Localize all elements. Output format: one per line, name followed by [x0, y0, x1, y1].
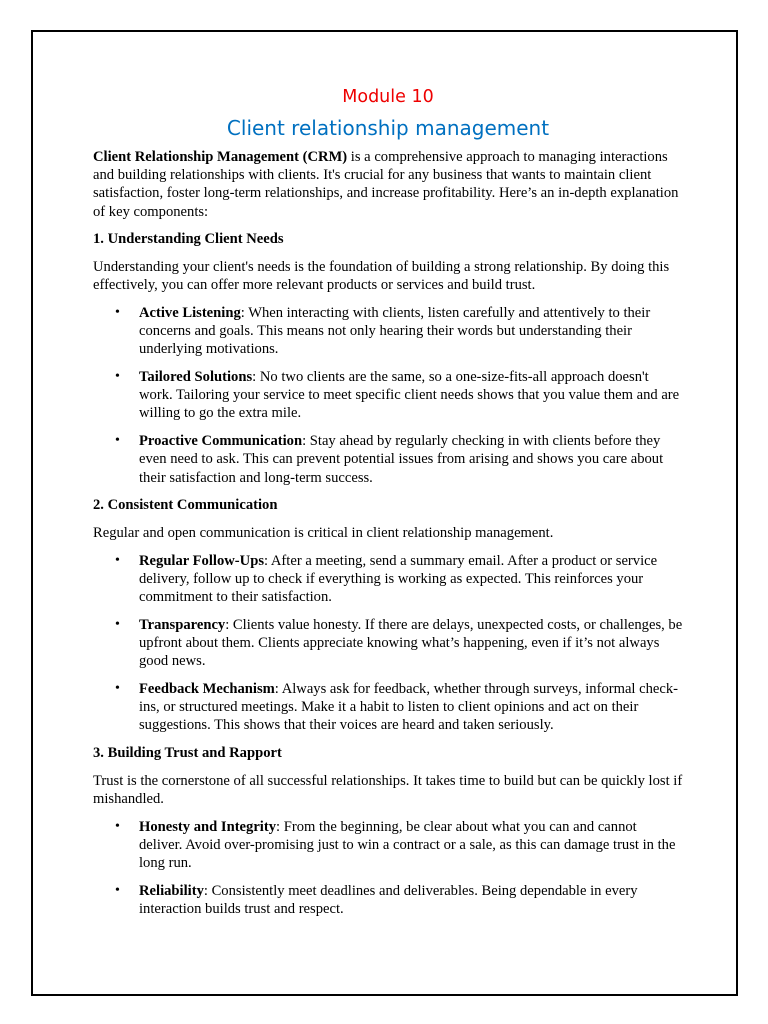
list-item [93, 680, 683, 735]
bullet-text: : Stay ahead by regularly checking in with clients before they even need to ask. This can prevent potential issues from arising and shows you care about their satisfaction and long-term success. [139, 433, 664, 486]
bullet-term: Proactive Communication [139, 433, 303, 450]
bullet-icon: • [115, 882, 120, 898]
section-paragraph-2: Regular and open communication is critical in client relationship management. [93, 524, 554, 541]
list-item [93, 616, 683, 671]
bullet-icon: • [115, 616, 120, 632]
bullet-term: Feedback Mechanism [139, 680, 275, 697]
module-label: Module 10 [342, 87, 434, 107]
bullet-text: : Always ask for feedback, whether through surveys, informal check-ins, or structured meetings. Make it a habit to listen to client opinions and act on their suggestions. This shows that their voices are heard and taken seriously. [139, 680, 679, 734]
bullet-text: : Consistently meet deadlines and deliverables. Being dependable in every interaction builds trust and respect. [139, 882, 638, 917]
list-item [93, 368, 683, 423]
intro-term: Client Relationship Management (CRM) [93, 149, 348, 165]
section-paragraph-1: Understanding your client's needs is the foundation of building a strong relationship. By doing this effectively, you can offer more relevant products or services and build trust. [93, 259, 670, 294]
section-paragraph-3: Trust is the cornerstone of all successful relationships. It takes time to build but can be quickly lost if mishandled. [93, 772, 683, 807]
bullet-text: : From the beginning, be clear about what you can and cannot deliver. Avoid over-promising just to win a contract or a sale, as this can damage trust in the long run. [139, 818, 676, 871]
bullet-term: Reliability [139, 882, 204, 899]
bullet-term: Transparency [139, 616, 226, 633]
bullet-term: Active Listening [139, 304, 241, 321]
bullet-term: Honesty and Integrity [139, 818, 277, 835]
bullet-icon: • [115, 818, 120, 834]
bullet-text: : No two clients are the same, so a one-size-fits-all approach doesn't work. Tailoring your service to meet specific client needs shows that you value them and are willing to go the extra mile. [139, 369, 680, 422]
list-item [93, 432, 683, 487]
document-body [93, 86, 683, 928]
bullet-icon: • [115, 680, 120, 696]
list-item [93, 304, 683, 359]
intro-text: is a comprehensive approach to managing interactions and building relationships with clients. It's crucial for any business that wants to maintain client satisfaction, foster long-term relationships, and increase profitability. Here’s an in-depth explanation of key components: [93, 149, 679, 220]
list-item [93, 552, 683, 607]
list-item [93, 818, 683, 873]
intro-paragraph [93, 148, 683, 221]
bullet-icon: • [115, 433, 120, 449]
bullet-list-3 [93, 818, 683, 919]
bullet-term: Tailored Solutions [139, 369, 253, 386]
bullet-icon: • [115, 369, 120, 385]
bullet-list-2 [93, 552, 683, 735]
bullet-text: : After a meeting, send a summary email. After a product or service delivery, follow up to check if everything is working as expected. This reinforces your commitment to their satisfaction. [139, 552, 658, 606]
bullet-text: : When interacting with clients, listen carefully and attentively to their concerns and goals. This means not only hearing their words but understanding their underlying motivations. [139, 304, 651, 358]
bullet-text: : Clients value honesty. If there are delays, unexpected costs, or challenges, be upfront about them. Clients appreciate knowing what’s happening, even if it’s not always good news. [139, 616, 683, 670]
section-heading-2: 2. Consistent Communication [93, 497, 278, 514]
section-heading-3: 3. Building Trust and Rapport [93, 744, 282, 761]
page-title: Client relationship management [226, 116, 550, 140]
list-item [93, 882, 683, 918]
bullet-term: Regular Follow-Ups [139, 552, 264, 569]
bullet-list-1 [93, 304, 683, 487]
section-heading-1: 1. Understanding Client Needs [93, 231, 284, 248]
bullet-icon: • [115, 552, 120, 568]
bullet-icon: • [115, 304, 120, 320]
